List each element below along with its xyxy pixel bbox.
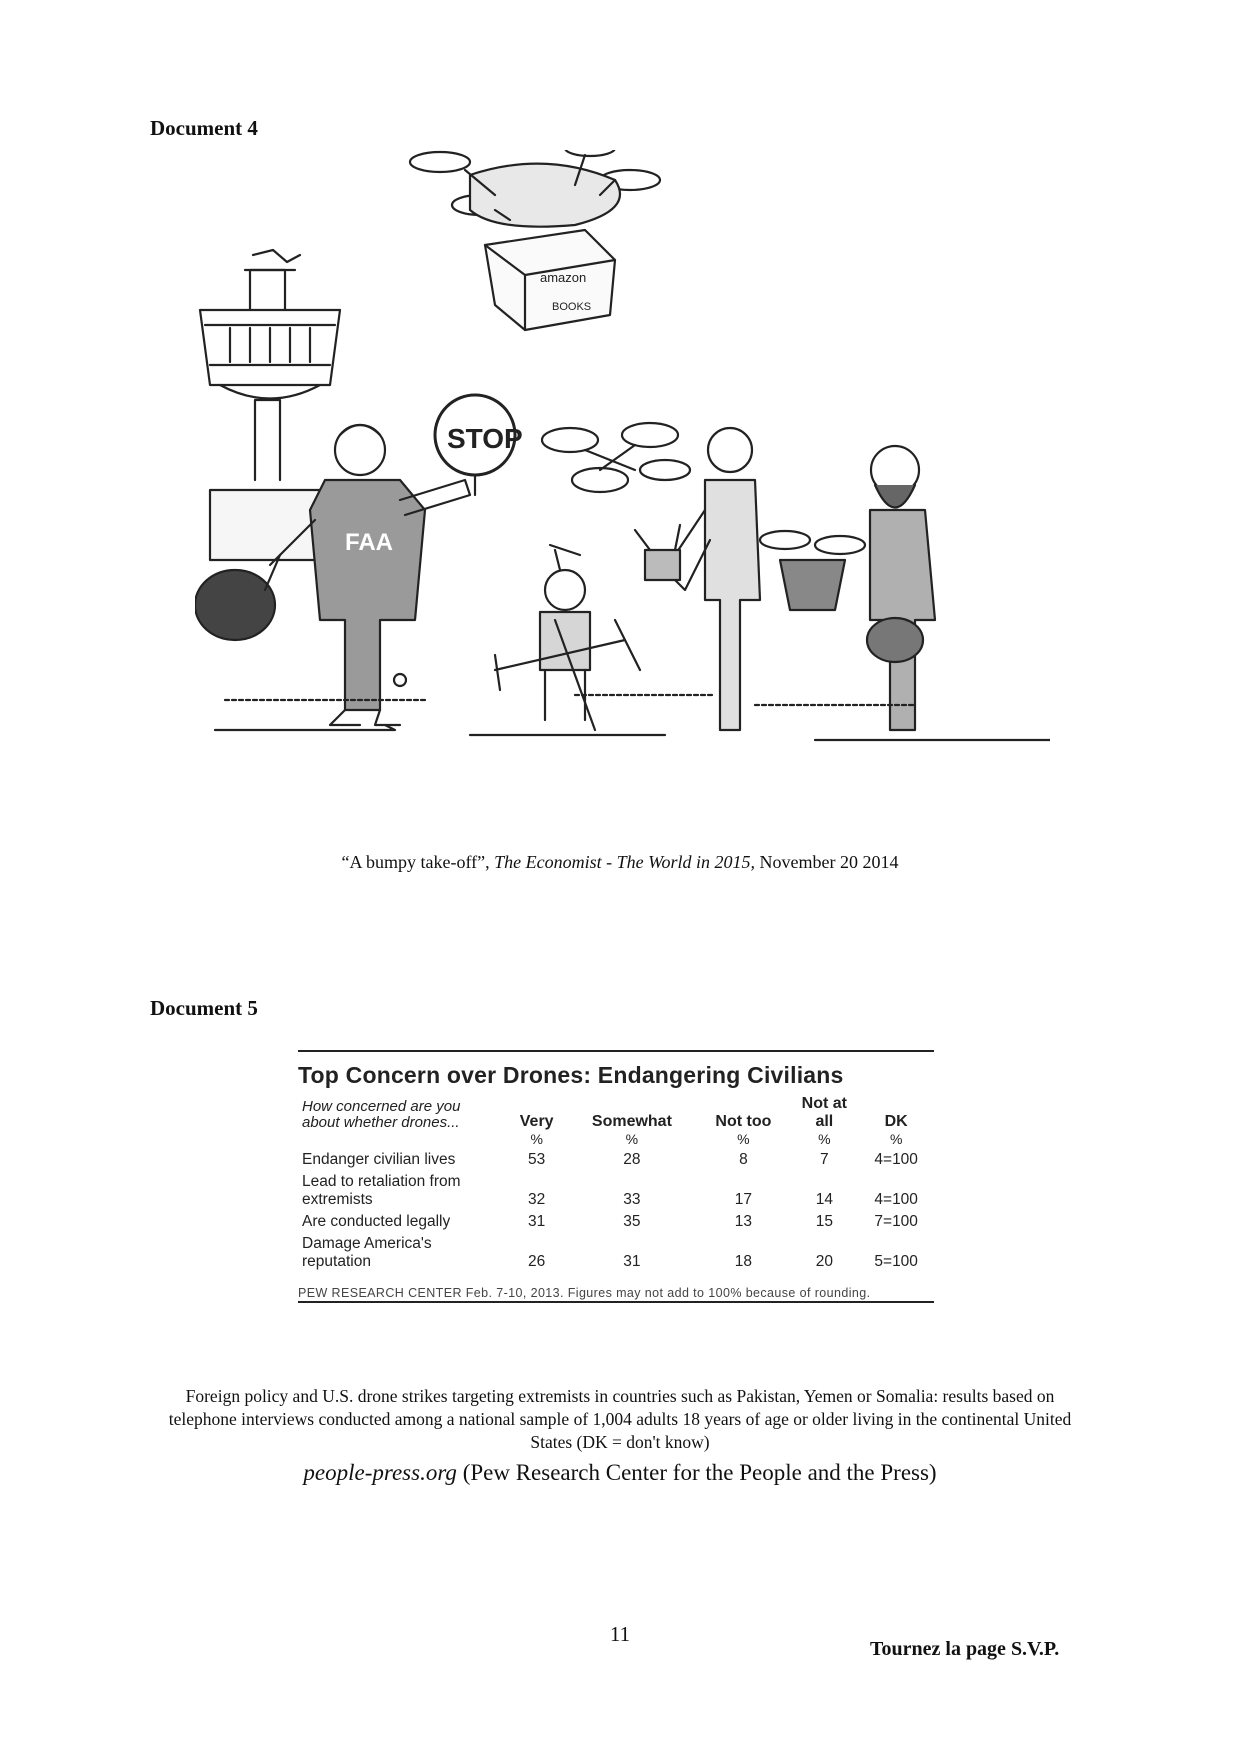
table-cell: 4=100 [874,1151,918,1168]
bearded-man-with-drone [760,446,935,730]
document-5-heading: Document 5 [150,996,258,1020]
table-cell: 15 [815,1213,833,1230]
table-row [298,1233,934,1273]
unit-cell: % [889,1131,903,1147]
column-header: Very [519,1113,554,1130]
cartoon-caption [0,852,1240,873]
table-cell: 32 [528,1191,546,1208]
table-cell: 28 [623,1151,641,1168]
unit-cell: % [530,1131,543,1147]
survey-description: Foreign policy and U.S. drone strikes targeting extremists in countries such as Pakistan, Yemen or Somalia: results based on telephone interviews conducted among a national sample of 1,004 adults 18 years of age or older living in the continental United States (DK = don't know) [168,1386,1072,1452]
row-label: Damage America's reputation [302,1235,432,1270]
table-cell: 4=100 [874,1191,918,1208]
stop-sign-label: STOP [447,423,523,454]
column-header: DK [884,1113,908,1130]
table-row [298,1211,934,1233]
question-header: How concerned are you about whether drones... [302,1098,461,1131]
table-cell: 7=100 [874,1213,918,1230]
table-cell: 31 [623,1253,641,1270]
row-label: Endanger civilian lives [302,1151,456,1168]
table-cell: 31 [528,1213,546,1230]
table-cell: 18 [734,1253,753,1270]
table-cell: 7 [820,1151,829,1168]
table-bottom-rule [298,1301,934,1303]
table-cell: 13 [734,1213,753,1230]
caption-title: “A bumpy take-off”, [341,852,490,872]
table-cell: 20 [815,1253,833,1270]
table-row [298,1149,934,1171]
column-header: Not at all [801,1095,847,1130]
unit-cell: % [737,1131,750,1147]
table-cell: 35 [623,1213,641,1230]
document-4-heading: Document 4 [150,116,258,140]
table-header-row [298,1095,934,1131]
row-label: Are conducted legally [302,1213,451,1230]
table-cell: 14 [815,1191,833,1208]
source-name: (Pew Research Center for the People and the Press) [462,1460,937,1485]
survey-table-title: Top Concern over Drones: Endangering Civilians [298,1062,844,1088]
turn-page-note: Tournez la page S.V.P. [870,1638,1060,1660]
caption-publication: The Economist - The World in 2015, [494,852,755,872]
row-label: Lead to retaliation from extremists [302,1173,461,1208]
delivery-drone [410,150,660,330]
unit-cell: % [625,1131,639,1147]
survey-table-box [298,1050,934,1303]
caption-date: November 20 2014 [759,852,899,872]
unit-cell: % [818,1131,831,1147]
table-cell: 33 [623,1191,641,1208]
drone-cartoon [195,150,1050,840]
unit-row [298,1131,934,1149]
survey-table [298,1095,934,1273]
runway-markings [215,674,1050,740]
table-cell: 5=100 [874,1253,918,1270]
column-header: Not too [715,1113,772,1130]
source-line [0,1460,1240,1486]
faa-suit-label: FAA [345,529,393,556]
table-source-note: PEW RESEARCH CENTER Feb. 7-10, 2013. Figures may not add to 100% because of rounding. [298,1286,871,1300]
table-row [298,1171,934,1211]
box-books-label: BOOKS [552,301,592,313]
source-site: people-press.org [303,1460,457,1485]
table-cell: 26 [528,1253,546,1270]
table-cell: 8 [739,1151,748,1168]
child-with-plane [495,545,640,730]
column-header: Somewhat [591,1113,672,1130]
page-number: 11 [609,1622,631,1646]
table-cell: 17 [734,1191,753,1208]
table-cell: 53 [528,1151,546,1168]
box-brand-label: amazon [540,270,587,285]
